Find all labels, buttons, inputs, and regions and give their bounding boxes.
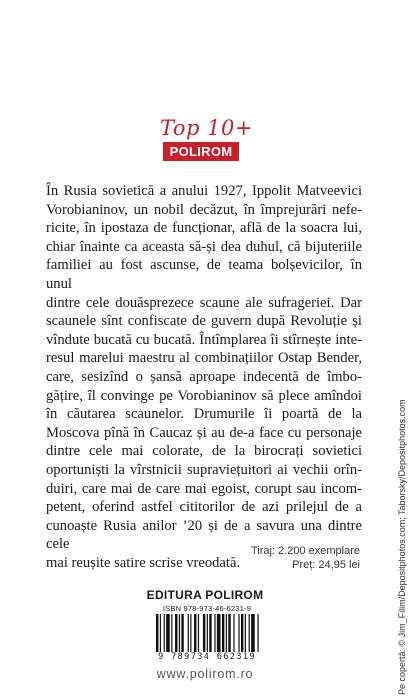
barcode-bar [190,614,191,652]
price-info [250,544,360,572]
barcode-bar [194,614,196,652]
blurb-line: familiei au fost ascunse, de teama bolșevicilor, în unul [46,257,362,292]
barcode-bar [241,614,243,652]
barcode-bar [188,614,189,652]
blurb-line: Vorobianinov, un nobil decăzut, în împrejurări nefe- [46,201,362,218]
blurb-line: mai reușite satire scrise vreodată. [46,554,241,571]
publisher-name: EDITURA POLIROM [146,588,264,602]
barcode-bar [166,614,170,652]
barcode-bar [181,614,183,652]
barcode-bar [198,614,199,652]
publisher-website: www.polirom.ro [156,667,254,681]
barcode-bar [171,614,172,652]
barcode-bar [238,614,239,652]
isbn: ISBN 978-973-46-6231-9 [162,604,252,613]
blurb-line: dintre cele douăsprezece scaune ale sufrageriei. Dar [46,294,362,311]
barcode-bar [228,614,230,652]
blurb-line: resul marelui maestru al combinațiilor Ostap Bender, [46,350,362,367]
blurb-line: Moscova pînă în Caucaz și au de-a face cu personaje [46,424,362,441]
blurb-line: În Rusia sovietică a anului 1927, Ippolit Matveevici [46,183,362,199]
barcode-bar [251,614,255,652]
barcode-bar [203,614,205,652]
blurb-line: care, sesizînd o șansă aproape indecentă de îmbo- [46,368,362,385]
barcode-bar [217,614,221,652]
blurb-line: scaunele sînt confiscate de guvern după Revoluție și [46,313,362,330]
blurb-line: dintre cele mai colorate, de la birocrați sovietici [46,443,362,460]
barcode-bar [249,614,250,652]
blurb-line: ricite, în ipostaza de funcționar, află de la soacra lui, [46,220,362,237]
barcode-bar [257,614,258,652]
barcode-digits: 9 789734 662319 [158,652,256,662]
barcode-bar [179,614,180,652]
blurb-line: în căutarea scaunelor. Drumurile îi poartă de la [46,406,362,423]
barcode-icon [156,614,260,652]
price: Preț: 24,95 lei [292,559,360,571]
polirom-logo: POLIROM [163,142,239,161]
barcode-bar [209,614,211,652]
blurb-line: cunoaște Rusia anilor ’20 și de a savura una dintre cele [46,517,362,553]
series-mark: Top 10+ [160,116,253,140]
barcode-bar [226,614,227,652]
blurb-line: oportuniști la vîrstnicii supraviețuitori ai vechii orîn- [46,461,362,478]
barcode-bar [207,614,208,652]
barcode-bar [245,614,246,652]
cover-photo-credit: Pe copertă: © Jim_Filim/Depositphotos.com; Taborsky/Depositphotos.com [397,399,407,695]
barcode-bar [233,614,234,652]
blurb-line: gățire, îl convinge pe Vorobianinov să plece amîndoi [46,387,362,404]
book-blurb [46,182,362,572]
barcode-bar [160,614,161,652]
barcode-bar [214,614,215,652]
print-run: Tiraj: 2.200 exemplare [250,545,360,557]
barcode-bar [164,614,165,652]
barcode-bar [156,614,158,652]
blurb-line: chiar înainte ca aceasta să-și dea duhul, că bijuteriile [46,238,362,255]
barcode-bar [175,614,177,652]
barcode-bar [222,614,224,652]
blurb-line: petent, oferind astfel cititorilor de azi prilejul de a [46,499,362,516]
blurb-line: vîndute bucată cu bucată. Întîmplarea îi stîrnește inte- [46,331,362,348]
blurb-line: duiri, care mai de care mai egoist, corupt sau incom- [46,480,362,497]
barcode-block [148,604,266,664]
